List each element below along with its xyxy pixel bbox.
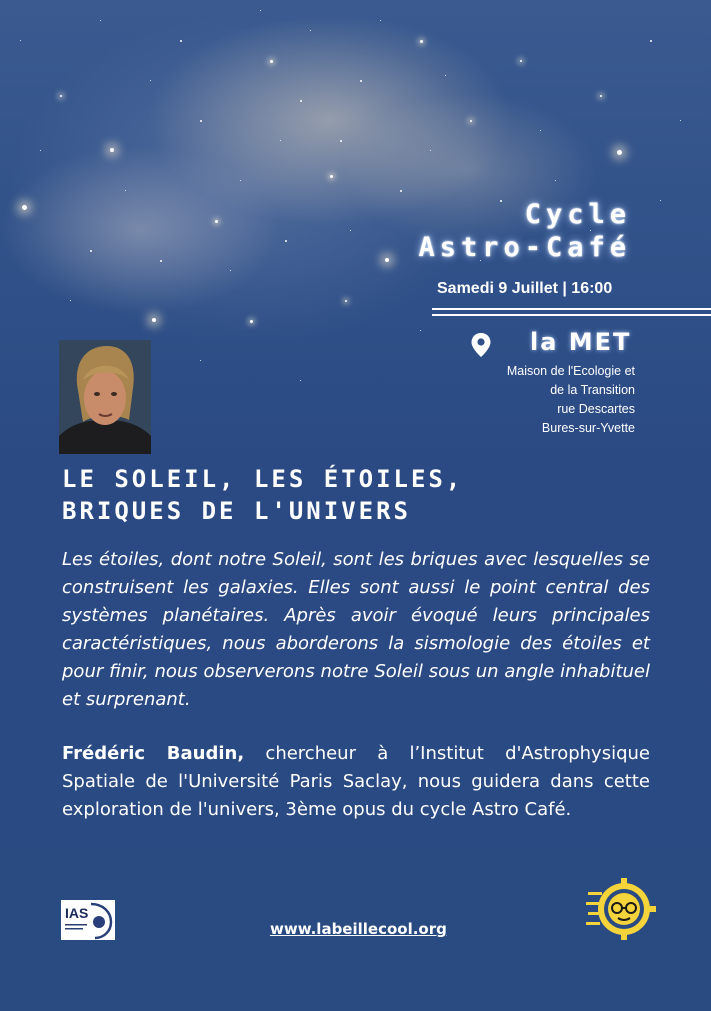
star — [100, 20, 101, 21]
star — [430, 150, 431, 151]
star — [340, 140, 342, 142]
star — [420, 330, 421, 331]
star — [70, 300, 71, 301]
star — [90, 250, 92, 252]
star — [300, 380, 301, 381]
star — [40, 150, 41, 151]
talk-title — [62, 463, 463, 527]
cycle-title-line2: Astro-Café — [418, 232, 631, 263]
venue-address-line: rue Descartes — [557, 402, 635, 416]
star — [470, 120, 472, 122]
star — [20, 40, 21, 41]
star — [230, 270, 231, 271]
star — [150, 80, 151, 81]
divider — [432, 308, 711, 310]
star — [160, 260, 162, 262]
star — [660, 200, 661, 201]
star — [260, 10, 261, 11]
star — [215, 220, 218, 223]
venue-name: la MET — [530, 328, 632, 356]
star — [520, 60, 522, 62]
star — [250, 320, 253, 323]
star — [330, 175, 333, 178]
venue-address — [435, 362, 635, 438]
star — [420, 40, 423, 43]
abeille-cool-logo — [584, 878, 656, 940]
star — [152, 318, 156, 322]
talk-title-line1: LE SOLEIL, LES ÉTOILES, — [62, 465, 464, 493]
star — [380, 20, 381, 21]
star — [360, 80, 362, 82]
star — [300, 100, 302, 102]
star — [280, 140, 281, 141]
ias-logo — [61, 900, 115, 940]
venue-address-line: de la Transition — [550, 383, 635, 397]
speaker-name: Frédéric Baudin, — [62, 743, 245, 764]
event-date: Samedi 9 Juillet | 16:00 — [437, 280, 613, 297]
star — [310, 30, 311, 31]
speaker-bio — [62, 740, 650, 824]
talk-description: Les étoiles, dont notre Soleil, sont les briques avec lesquelles se construisent les galaxies. Elles sont aussi le point central des systèmes planétaires. Après avoir évoqué leurs principales caractéristiques, nous aborderons la sismologie des étoiles et pour finir, nous observerons notre Soleil sous un angle inhabituel et surprenant. — [62, 549, 650, 710]
star — [200, 120, 202, 122]
star — [445, 75, 446, 76]
speaker-bio-text: chercheur à l’Institut d'Astrophysique Spatiale de l'Université Paris Saclay, nous guidera dans cette exploration de l'univers, 3ème opus du cycle Astro Café. — [62, 743, 650, 820]
cycle-title — [331, 198, 631, 264]
star — [600, 95, 602, 97]
location-pin-icon — [470, 332, 492, 358]
cycle-title-line1: Cycle — [524, 199, 631, 230]
star — [345, 300, 347, 302]
star — [617, 150, 622, 155]
star — [180, 40, 182, 42]
star — [555, 180, 556, 181]
star — [400, 190, 402, 192]
star — [22, 205, 27, 210]
star — [540, 130, 541, 131]
star — [680, 120, 681, 121]
speaker-photo — [59, 340, 151, 454]
talk-title-line2: BRIQUES DE L'UNIVERS — [62, 497, 411, 525]
star — [200, 360, 201, 361]
star — [285, 240, 287, 242]
star — [650, 40, 652, 42]
venue-address-line: Maison de l'Ecologie et — [506, 364, 635, 378]
star — [110, 148, 114, 152]
ias-logo-text: IAS — [65, 905, 89, 921]
venue-address-line: Bures-sur-Yvette — [541, 421, 635, 435]
star — [125, 190, 126, 191]
star — [240, 180, 241, 181]
star — [270, 60, 273, 63]
divider — [432, 314, 711, 316]
star — [60, 95, 62, 97]
website-link[interactable]: www.labeillecool.org — [270, 920, 447, 938]
